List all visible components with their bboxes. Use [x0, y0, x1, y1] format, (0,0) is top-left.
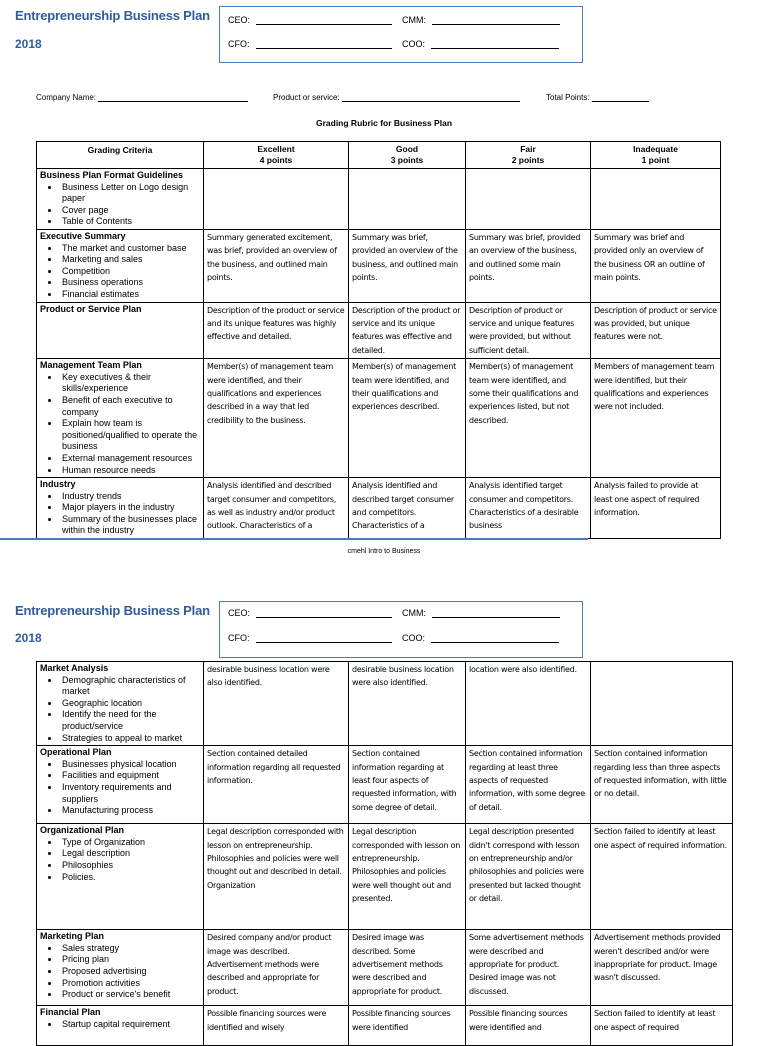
criteria-title: Market Analysis [40, 663, 109, 673]
excellent-cell: Analysis identified and described target consumer and competitors, as well as industry and/or product outlook. Characteristics of a [204, 478, 349, 539]
criteria-title: Operational Plan [40, 747, 112, 758]
criteria-item: • Table of Contents [60, 216, 200, 228]
inadequate-cell [591, 662, 733, 746]
officers-box-2 [219, 601, 583, 658]
coo-field[interactable] [402, 39, 559, 49]
criteria-item: • Identify the need for the product/service [60, 709, 200, 732]
fair-cell: Section contained information regarding at least three aspects of requested information, with some degree of detail. [466, 746, 591, 824]
good-cell: Summary was brief, provided an overview of the business, and outlined main points. [349, 229, 466, 302]
good-cell: Analysis identified and described target consumer and competitors. Characteristics of a [349, 478, 466, 539]
inadequate-cell: Section failed to identify at least one aspect of required information. [591, 824, 733, 930]
fair-cell: Legal description presented didn't correspond with lesson on entrepreneurship and/or philosophies and policies were presented but lacked thought or detail. [466, 824, 591, 930]
rubric-row [37, 478, 721, 539]
criteria-item: • Demographic characteristics of market [60, 675, 200, 698]
criteria-item: • Facilities and equipment [60, 770, 200, 782]
criteria-item: • Human resource needs [60, 465, 200, 477]
cmm-field[interactable] [402, 15, 560, 25]
criteria-item: • Marketing and sales [60, 254, 200, 266]
criteria-cell [37, 478, 204, 539]
page-title: Entrepreneurship Business Plan [15, 8, 210, 23]
criteria-item: • Policies. [60, 872, 200, 884]
officers-box [219, 6, 583, 63]
criteria-cell [37, 229, 204, 302]
excellent-cell: desirable business location were also identified. [204, 662, 349, 746]
good-cell [349, 169, 466, 230]
criteria-item: • Manufacturing process [60, 805, 200, 817]
criteria-list [40, 675, 200, 745]
header-inadequate: Inadequate 1 point [591, 142, 721, 169]
rubric-row [37, 359, 721, 478]
criteria-item: • Business Letter on Logo design paper [60, 182, 200, 205]
criteria-item: • Pricing plan [60, 954, 200, 966]
criteria-item: • Businesses physical location [60, 759, 200, 771]
ceo-field[interactable] [228, 15, 392, 25]
rubric-row [37, 169, 721, 230]
criteria-item: • Geographic location [60, 698, 200, 710]
ceo-field-2[interactable] [228, 608, 392, 618]
inadequate-cell: Section failed to identify at least one aspect of required [591, 1006, 733, 1046]
criteria-item: • Product or service's benefit [60, 989, 200, 1001]
header-fair: Fair 2 points [466, 142, 591, 169]
page-footer: cmehl Intro to Business [347, 548, 421, 555]
criteria-list [40, 491, 200, 537]
criteria-item: • Startup capital requirement [60, 1019, 200, 1031]
ceo-label-2: CEO: [228, 608, 251, 618]
criteria-cell [37, 1006, 204, 1046]
inadequate-cell: Summary was brief and provided only an overview of the business OR an outline of main points. [591, 229, 721, 302]
rubric2-row [37, 746, 733, 824]
good-cell: Possible financing sources were identified [349, 1006, 466, 1046]
rubric2-row [37, 1006, 733, 1046]
good-cell: Description of the product or service and its unique features was effective and detailed. [349, 302, 466, 359]
cmm-label: CMM: [402, 15, 426, 25]
criteria-cell [37, 359, 204, 478]
criteria-list [40, 182, 200, 228]
excellent-cell: Legal description corresponded with lesson on entrepreneurship. Philosophies and policies were well thought out and described in detail. Organization [204, 824, 349, 930]
criteria-item: • Competition [60, 266, 200, 278]
excellent-cell: Summary generated excitement, was brief, provided an overview of the business, and outlined main points. [204, 229, 349, 302]
criteria-item: • The market and customer base [60, 243, 200, 255]
total-points-label: Total Points: [546, 93, 590, 102]
rubric-title: Grading Rubric for Business Plan [315, 118, 453, 128]
cmm-label-2: CMM: [402, 608, 426, 618]
criteria-title: Executive Summary [40, 230, 126, 241]
criteria-title: Product or Service Plan [40, 303, 142, 314]
criteria-item: • Benefit of each executive to company [60, 395, 200, 418]
rubric2-row [37, 662, 733, 746]
criteria-item: • Legal description [60, 848, 200, 860]
rubric2-row [37, 824, 733, 930]
inadequate-cell: Advertisement methods provided weren't described and/or were inappropriate for product. Image wasn't discussed. [591, 930, 733, 1006]
rubric2-row [37, 930, 733, 1006]
excellent-cell: Desired company and/or product image was described. Advertisement methods were described and appropriate for product. [204, 930, 349, 1006]
criteria-list [40, 372, 200, 476]
fair-cell: Summary was brief, provided an overview of the business, and outlined some main points. [466, 229, 591, 302]
inadequate-cell [591, 169, 721, 230]
criteria-item: • Industry trends [60, 491, 200, 503]
criteria-list [40, 943, 200, 1001]
criteria-cell [37, 302, 204, 359]
good-cell: Legal description corresponded with lesson on entrepreneurship. Philosophies and policies were well thought out and presented. [349, 824, 466, 930]
criteria-cell [37, 169, 204, 230]
cmm-field-2[interactable] [402, 608, 560, 618]
cfo-label-2: CFO: [228, 633, 250, 643]
header-excellent: Excellent 4 points [204, 142, 349, 169]
company-name-field[interactable] [36, 93, 248, 102]
criteria-item: • Philosophies [60, 860, 200, 872]
rubric-table-page2 [36, 661, 733, 1046]
good-cell: Section contained information regarding at least four aspects of requested information, with some degree of detail. [349, 746, 466, 824]
criteria-list [40, 759, 200, 817]
cfo-field-2[interactable] [228, 633, 392, 643]
product-label: Product or service: [273, 93, 340, 102]
page-year: 2018 [15, 37, 42, 51]
criteria-cell [37, 746, 204, 824]
criteria-item: • Sales strategy [60, 943, 200, 955]
criteria-cell [37, 824, 204, 930]
good-cell: desirable business location were also identified. [349, 662, 466, 746]
criteria-list [40, 243, 200, 301]
criteria-cell [37, 662, 204, 746]
page-year-2: 2018 [15, 631, 42, 645]
criteria-item: • Strategies to appeal to market [60, 733, 200, 745]
coo-label: COO: [402, 39, 426, 49]
criteria-item: • External management resources [60, 453, 200, 465]
page-divider [0, 538, 588, 540]
criteria-item: • Inventory requirements and suppliers [60, 782, 200, 805]
header-row [37, 142, 721, 169]
inadequate-cell: Section contained information regarding less than three aspects of requested information, with little or no detail. [591, 746, 733, 824]
excellent-cell: Description of the product or service and its unique features was highly effective and detailed. [204, 302, 349, 359]
product-field[interactable] [273, 93, 520, 102]
criteria-item: • Major players in the industry [60, 502, 200, 514]
criteria-item: • Business operations [60, 277, 200, 289]
criteria-item: • Type of Organization [60, 837, 200, 849]
fair-cell: Member(s) of management team were identified, and some their qualifications and experiences listed, but not described. [466, 359, 591, 478]
criteria-title: Industry [40, 479, 76, 490]
good-cell: Desired image was described. Some advertisement methods were described and appropriate for product. [349, 930, 466, 1006]
header-criteria: Grading Criteria [37, 142, 204, 169]
fair-cell: Description of product or service and unique features were provided, but without sufficient detail. [466, 302, 591, 359]
criteria-item: • Cover page [60, 205, 200, 217]
total-points-field[interactable] [546, 93, 649, 102]
rubric-row [37, 302, 721, 359]
header-good: Good 3 points [349, 142, 466, 169]
criteria-list [40, 837, 200, 883]
criteria-title: Organizational Plan [40, 825, 125, 836]
criteria-item: • Explain how team is positioned/qualified to operate the business [60, 418, 200, 453]
fair-cell: Possible financing sources were identified and [466, 1006, 591, 1046]
rubric-table-page1 [36, 141, 721, 539]
page-title-2: Entrepreneurship Business Plan [15, 603, 210, 618]
excellent-cell: Member(s) of management team were identified, and their qualifications and experiences described in a way that led credibility to the business. [204, 359, 349, 478]
coo-label-2: COO: [402, 633, 426, 643]
good-cell: Member(s) of management team were identified, and their qualifications and experiences described. [349, 359, 466, 478]
fair-cell [466, 169, 591, 230]
criteria-title: Financial Plan [40, 1007, 101, 1018]
inadequate-cell: Analysis failed to provide at least one aspect of required information. [591, 478, 721, 539]
coo-field-2[interactable] [402, 633, 559, 643]
cfo-label: CFO: [228, 39, 250, 49]
criteria-item: • Summary of the businesses place within the industry [60, 514, 200, 537]
fair-cell: location were also identified. [466, 662, 591, 746]
rubric-row [37, 229, 721, 302]
criteria-title: Marketing Plan [40, 931, 105, 942]
criteria-title: Business Plan Format Guidelines [40, 170, 184, 180]
criteria-item: • Key executives & their skills/experience [60, 372, 200, 395]
criteria-list [40, 1019, 200, 1031]
criteria-item: • Promotion activities [60, 978, 200, 990]
company-name-label: Company Name: [36, 93, 97, 102]
fair-cell: Some advertisement methods were described and appropriate for product. Desired image was not discussed. [466, 930, 591, 1006]
criteria-cell [37, 930, 204, 1006]
criteria-item: • Proposed advertising [60, 966, 200, 978]
cfo-field[interactable] [228, 39, 392, 49]
excellent-cell: Possible financing sources were identified and wisely [204, 1006, 349, 1046]
criteria-item: • Financial estimates [60, 289, 200, 301]
inadequate-cell: Description of product or service was provided, but unique features were not. [591, 302, 721, 359]
criteria-title: Management Team Plan [40, 360, 142, 371]
fair-cell: Analysis identified target consumer and competitors. Characteristics of a desirable business [466, 478, 591, 539]
excellent-cell [204, 169, 349, 230]
excellent-cell: Section contained detailed information regarding all requested information. [204, 746, 349, 824]
inadequate-cell: Members of management team were identified, but their qualifications and experiences were not included. [591, 359, 721, 478]
ceo-label: CEO: [228, 15, 251, 25]
